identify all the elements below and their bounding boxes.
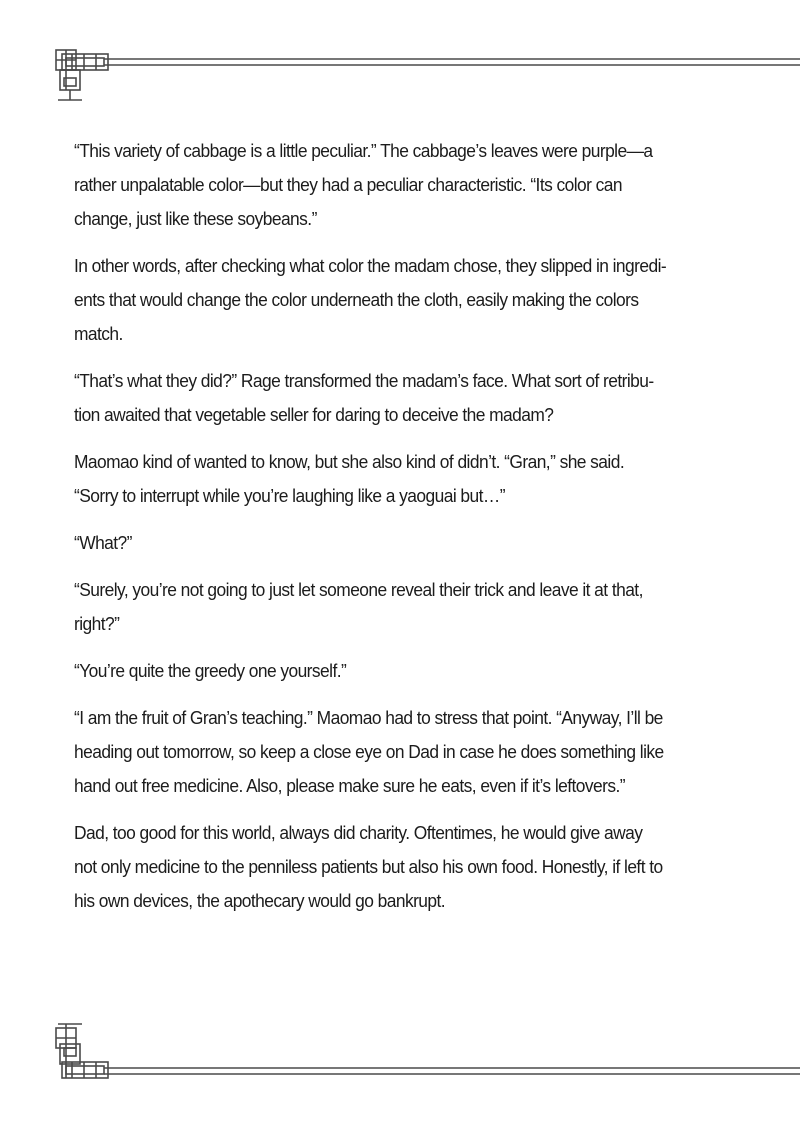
page-body-text bbox=[74, 134, 668, 931]
paragraph: In other words, after checking what color the madam chose, they slipped in ingredi-ents that would change the color underneath the cloth, easily making the colors match. bbox=[74, 255, 667, 344]
paragraph: Maomao kind of wanted to know, but she also kind of didn’t. “Gran,” she said. “Sorry to interrupt while you’re laughing like a yaoguai but…” bbox=[74, 451, 625, 506]
paragraph: “What?” bbox=[74, 532, 132, 553]
bottom-border-ornament bbox=[0, 1018, 800, 1088]
paragraph: “You’re quite the greedy one yourself.” bbox=[74, 660, 347, 681]
paragraph: “This variety of cabbage is a little peculiar.” The cabbage’s leaves were purple—a rather unpalatable color—but they had a peculiar characteristic. “Its color can change, just like these soybeans.” bbox=[74, 140, 653, 229]
paragraph: “Surely, you’re not going to just let someone reveal their trick and leave it at that, right?” bbox=[74, 579, 643, 634]
top-border-ornament bbox=[0, 38, 800, 108]
paragraph: “I am the fruit of Gran’s teaching.” Maomao had to stress that point. “Anyway, I’ll be heading out tomorrow, so keep a close eye on Dad in case he does something like hand out free medicine. Also, please make sure he eats, even if it’s leftovers.” bbox=[74, 707, 664, 796]
paragraph: Dad, too good for this world, always did charity. Oftentimes, he would give away not only medicine to the penniless patients but also his own food. Honestly, if left to his own devices, the apothecary would go bankrupt. bbox=[74, 822, 663, 911]
paragraph: “That’s what they did?” Rage transformed the madam’s face. What sort of retribu-tion awaited that vegetable seller for daring to deceive the madam? bbox=[74, 370, 654, 425]
